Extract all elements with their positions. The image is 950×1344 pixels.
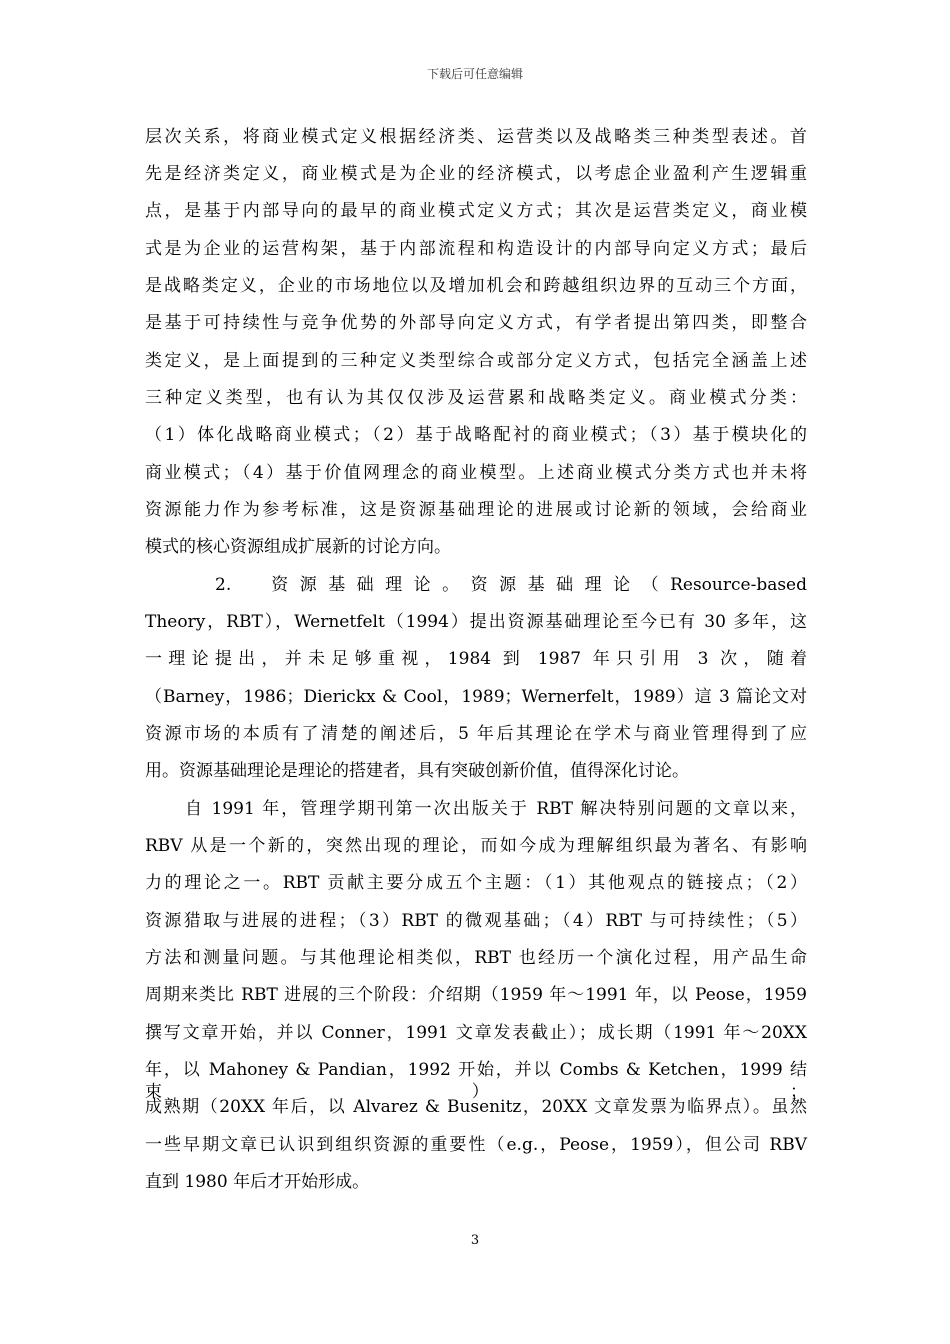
text-line: 类定义，是上面提到的三种定义类型综合或部分定义方式，包括完全涵盖上述 bbox=[145, 351, 807, 371]
text-line: （Barney，1986；Dierickx & Cool，1989；Wernerfelt，1989）這 3 篇论文对 bbox=[145, 687, 807, 707]
text-line: Theory，RBT），Wernetfelt（1994）提出资源基础理论至今已有 30 多年，这 bbox=[145, 612, 807, 632]
text-line: 周期来类比 RBT 进展的三个阶段：介绍期（1959 年～1991 年，以 Peose，1959 bbox=[145, 985, 807, 1005]
paragraph-first-line: 自 1991 年，管理学期刊第一次出版关于 RBT 解决特别问题的文章以来， bbox=[185, 799, 807, 819]
text-line: RBV 从是一个新的，突然出现的理论，而如今成为理解组织最为著名、有影响 bbox=[145, 836, 807, 856]
text-line: 年，以 Mahoney & Pandian，1992 开始，并以 Combs & Ketchen，1999 结束）； bbox=[145, 1060, 807, 1102]
page-number: 3 bbox=[470, 1233, 480, 1248]
text-line: 式是为企业的运营构架，基于内部流程和构造设计的内部导向定义方式；最后 bbox=[145, 239, 807, 259]
text-line: 点，是基于内部导向的最早的商业模式定义方式；其次是运营类定义，商业模 bbox=[145, 201, 807, 221]
text-line: 资源猎取与进展的进程；（3）RBT 的微观基础；（4）RBT 与可持续性；（5） bbox=[145, 911, 807, 931]
text-line: 成熟期（20XX 年后，以 Alvarez & Busenitz，20XX 文章发票为临界点）。虽然 bbox=[145, 1097, 807, 1117]
page-header: 下载后可任意编辑 bbox=[426, 67, 523, 81]
text-line: 商业模式；（4）基于价值网理念的商业模型。上述商业模式分类方式也并未将 bbox=[145, 463, 807, 483]
text-line: 层次关系，将商业模式定义根据经济类、运营类以及战略类三种类型表述。首 bbox=[145, 127, 807, 147]
text-line: 先是经济类定义，商业模式是为企业的经济模式，以考虑企业盈利产生逻辑重 bbox=[145, 164, 807, 184]
text-line: 方法和测量问题。与其他理论相类似，RBT 也经历一个演化过程，用产品生命 bbox=[145, 948, 807, 968]
text-line: 资源能力作为参考标准，这是资源基础理论的进展或讨论新的领域，会给商业 bbox=[145, 500, 807, 520]
text-line: （1）体化战略商业模式；（2）基于战略配衬的商业模式；（3）基于模块化的 bbox=[145, 425, 807, 445]
text-line: 三种定义类型，也有认为其仅仅涉及运营累和战略类定义。商业模式分类： bbox=[145, 388, 807, 408]
text-line: 直到 1980 年后才开始形成。 bbox=[145, 1172, 370, 1192]
text-line: 资源市场的本质有了清楚的阐述后，5 年后其理论在学术与商业管理得到了应 bbox=[145, 724, 807, 744]
text-line: 用。资源基础理论是理论的搭建者，具有突破创新价值，值得深化讨论。 bbox=[145, 761, 689, 781]
text-line: 一理论提出，并未足够重视，1984 到 1987 年只引用 3 次，随着 bbox=[145, 649, 807, 669]
text-line: 撰写文章开始，并以 Conner，1991 文章发表截止）；成长期（1991 年～20XX bbox=[145, 1023, 807, 1043]
text-line: 力的理论之一。RBT 贡献主要分成五个主题：（1）其他观点的链接点；（2） bbox=[145, 873, 807, 893]
section-heading-line: 2. 资源基础理论。资源基础理论（Resource-based bbox=[215, 575, 807, 595]
text-line: 是战略类定义，企业的市场地位以及增加机会和跨越组织边界的互动三个方面， bbox=[145, 276, 807, 296]
text-line: 是基于可持续性与竞争优势的外部导向定义方式，有学者提出第四类，即整合 bbox=[145, 313, 807, 333]
text-line: 一些早期文章已认识到组织资源的重要性（e.g.，Peose，1959），但公司 RBV bbox=[145, 1135, 807, 1155]
text-line: 模式的核心资源组成扩展新的讨论方向。 bbox=[145, 537, 451, 557]
